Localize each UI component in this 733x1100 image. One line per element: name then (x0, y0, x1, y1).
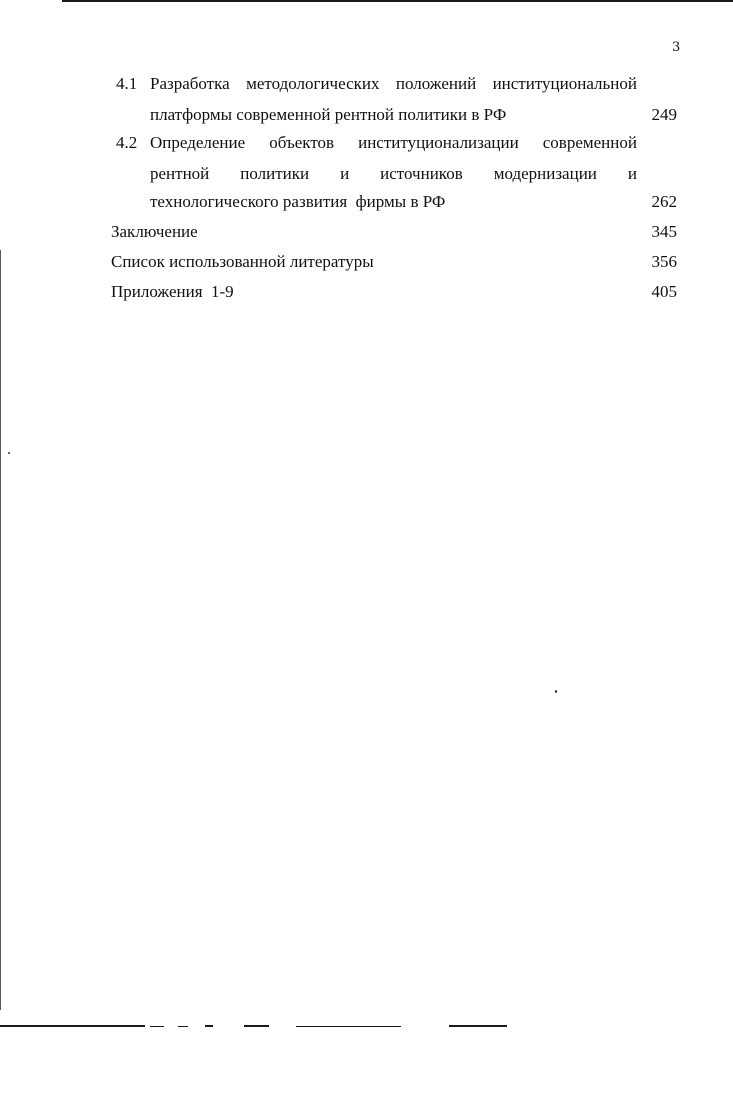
title-word: политики (240, 164, 310, 183)
page-number: 3 (672, 40, 681, 55)
section-title-line (150, 162, 637, 186)
title-word: методологических (246, 74, 380, 93)
scan-border-bottom (150, 1026, 164, 1027)
title-word: объектов (269, 133, 335, 152)
toc-entry-4-2-line-1 (0, 131, 733, 155)
title-word: институциональной (492, 74, 637, 93)
toc-entry-4-2-line-3 (0, 190, 733, 214)
title-word: положений (395, 74, 477, 93)
section-title-line: платформы современной рентной политики в РФ (150, 105, 507, 124)
scan-border-bottom (205, 1025, 213, 1027)
toc-entry-references (0, 250, 733, 274)
toc-page-number: 249 (651, 105, 677, 124)
section-number: 4.2 (116, 133, 138, 152)
scan-border-bottom (178, 1026, 188, 1027)
title-word: современной (542, 133, 637, 152)
title-word: рентной (150, 164, 210, 183)
title-word: и (340, 164, 350, 183)
toc-entry-appendices (0, 280, 733, 304)
title-word: институционализации (358, 133, 519, 152)
toc-page-number: 405 (651, 282, 677, 301)
title-word: и (627, 164, 637, 183)
toc-page-number: 345 (651, 222, 677, 241)
section-title-line: технологического развития фирмы в РФ (150, 192, 446, 211)
scan-speck (555, 690, 557, 693)
toc-page-number: 356 (651, 252, 677, 271)
section-title-line (150, 72, 637, 96)
toc-entry-label: Приложения 1-9 (111, 282, 234, 301)
scan-border-bottom (296, 1026, 401, 1027)
scan-border-bottom (449, 1025, 507, 1027)
title-word: Разработка (150, 74, 230, 93)
scan-border-top (62, 0, 733, 2)
toc-entry-4-2-line-2 (0, 162, 733, 186)
title-word: модернизации (493, 164, 597, 183)
scan-border-bottom (0, 1025, 145, 1027)
scan-border-left (0, 250, 1, 1010)
title-word: Определение (150, 133, 246, 152)
title-word: источников (380, 164, 463, 183)
scan-border-bottom (244, 1025, 269, 1027)
toc-entry-label: Заключение (111, 222, 198, 241)
toc-entry-conclusion (0, 220, 733, 244)
toc-page-number: 262 (651, 192, 677, 211)
toc-entry-4-1-line-2 (0, 103, 733, 127)
scan-speck (8, 452, 10, 454)
toc-entry-4-1-line-1 (0, 72, 733, 96)
section-number: 4.1 (116, 74, 138, 93)
section-title-line (150, 131, 637, 155)
toc-entry-label: Список использованной литературы (111, 252, 374, 271)
